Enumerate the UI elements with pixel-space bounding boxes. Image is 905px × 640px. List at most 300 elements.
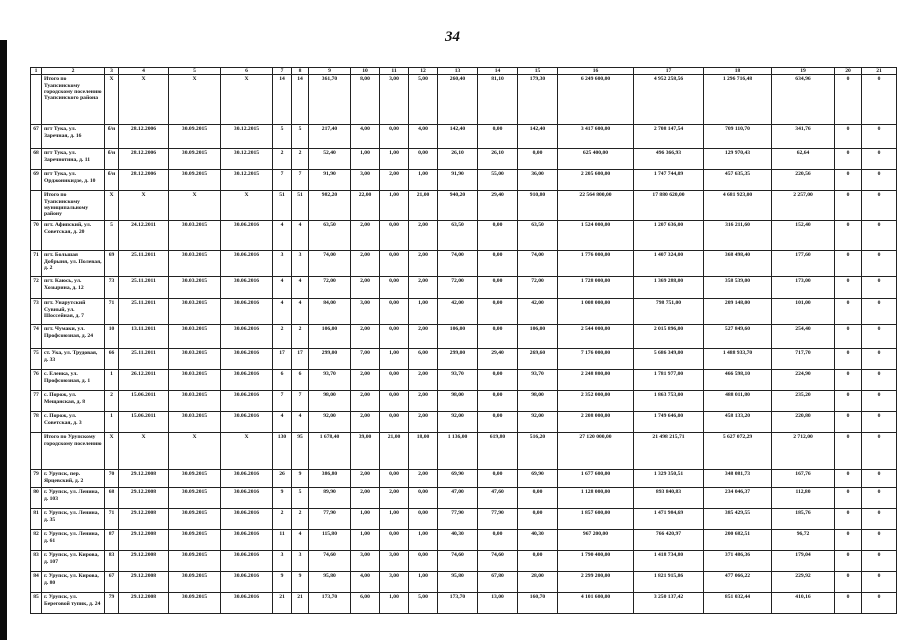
column-number: 2 — [42, 68, 105, 75]
table-cell: 79 — [105, 593, 119, 614]
table-cell: 91,90 — [309, 170, 351, 191]
table-cell: 368 498,40 — [704, 251, 772, 277]
table-cell: 63,50 — [309, 221, 351, 251]
table-cell: 5,00 — [409, 75, 438, 125]
table-cell: 30.03.2015 — [169, 299, 221, 325]
table-cell: 2 299 200,00 — [558, 572, 634, 593]
table-cell: 798 751,00 — [634, 299, 704, 325]
table-cell: 93,70 — [438, 370, 478, 391]
table-cell: 73 — [31, 299, 42, 325]
table-cell: 25.11.2011 — [119, 277, 169, 299]
column-number: 19 — [772, 68, 835, 75]
table-cell: 4 — [273, 277, 292, 299]
table-cell: 6 — [292, 370, 309, 391]
table-cell: 83 — [31, 551, 42, 572]
table-cell: 2 — [292, 509, 309, 530]
address-cell: пгт Тука, ул. Заречная, д. 16 — [42, 125, 105, 149]
table-cell: 30.03.2015 — [169, 325, 221, 349]
table-cell: 2,00 — [409, 251, 438, 277]
table-row — [31, 412, 897, 433]
table-cell: 2,00 — [351, 370, 380, 391]
table-cell: 1 776 000,00 — [558, 251, 634, 277]
table-cell: 130 — [273, 433, 292, 470]
table-cell: 634,96 — [772, 75, 835, 125]
column-number: 1 — [31, 68, 42, 75]
table-cell: 358 539,00 — [704, 277, 772, 299]
table-cell: 93,70 — [518, 370, 558, 391]
table-cell: 21 — [273, 593, 292, 614]
table-cell: 1,00 — [380, 349, 409, 370]
table-row — [31, 370, 897, 391]
table-cell: X — [119, 433, 169, 470]
table-cell: 0 — [835, 170, 862, 191]
table-cell: 940,20 — [438, 191, 478, 221]
table-cell: 13,00 — [478, 593, 518, 614]
table-cell: 30.09.2015 — [169, 551, 221, 572]
table-cell: 2 015 896,00 — [634, 325, 704, 349]
table-cell: 72,00 — [518, 277, 558, 299]
table-cell: 66 — [105, 349, 119, 370]
table-cell: 74 — [31, 325, 42, 349]
table-cell: 224,90 — [772, 370, 835, 391]
table-row — [31, 391, 897, 412]
table-cell: 77,90 — [309, 509, 351, 530]
column-number: 17 — [634, 68, 704, 75]
table-cell: X — [119, 75, 169, 125]
table-cell: 466 598,10 — [704, 370, 772, 391]
table-cell: 29.12.2008 — [119, 470, 169, 488]
table-cell: 4 — [292, 412, 309, 433]
table-cell: 1,00 — [380, 593, 409, 614]
table-cell: 21 — [292, 593, 309, 614]
table-cell: 30.06.2016 — [221, 299, 273, 325]
subtotal-row — [31, 75, 897, 125]
table-cell: 92,00 — [309, 412, 351, 433]
table-cell: 30.06.2016 — [221, 221, 273, 251]
table-cell: 26.12.2011 — [119, 370, 169, 391]
table-cell: 709 110,70 — [704, 125, 772, 149]
table-cell: 112,80 — [772, 488, 835, 509]
table-cell: 77,90 — [438, 509, 478, 530]
table-cell: 0,00 — [478, 125, 518, 149]
table-cell: 7 — [292, 170, 309, 191]
table-cell: 5 686 349,00 — [634, 349, 704, 370]
table-cell: 619,80 — [478, 433, 518, 470]
table-cell: 30.09.2015 — [169, 488, 221, 509]
table-cell: 0 — [835, 349, 862, 370]
table-cell: 0,00 — [478, 325, 518, 349]
table-cell: 106,00 — [518, 325, 558, 349]
table-cell: 3,00 — [351, 551, 380, 572]
table-cell: 69 — [105, 251, 119, 277]
table-cell: 0 — [835, 370, 862, 391]
table-cell: 2,00 — [351, 488, 380, 509]
column-number: 15 — [518, 68, 558, 75]
table-cell: 0 — [862, 391, 897, 412]
table-cell: 0,00 — [409, 488, 438, 509]
table-cell: 0 — [835, 593, 862, 614]
table-cell: 71 — [31, 251, 42, 277]
table-cell: 0 — [862, 370, 897, 391]
table-cell: 269,60 — [518, 349, 558, 370]
table-cell: 0 — [862, 170, 897, 191]
address-cell: г. Урупск, ул. Береговой тупик, д. 24 — [42, 593, 105, 614]
table-cell: 42,00 — [518, 299, 558, 325]
address-cell: г. Урупск, пер. Ярцевский, д. 2 — [42, 470, 105, 488]
column-number: 10 — [351, 68, 380, 75]
table-cell: 0 — [835, 75, 862, 125]
column-number: 3 — [105, 68, 119, 75]
column-number: 16 — [558, 68, 634, 75]
table-cell: 52,40 — [309, 149, 351, 170]
table-cell: 28.12.2006 — [119, 149, 169, 170]
column-number: 14 — [478, 68, 518, 75]
table-cell: 51 — [292, 191, 309, 221]
table-cell: 179,04 — [772, 551, 835, 572]
table-cell: 9 — [292, 470, 309, 488]
table-cell: 4,00 — [351, 572, 380, 593]
address-cell: пгт. Большая Добрыня, ул. Полевая, д. 2 — [42, 251, 105, 277]
table-cell: 67 — [31, 125, 42, 149]
table-cell: 173,00 — [772, 277, 835, 299]
table-cell: 1 678,40 — [309, 433, 351, 470]
table-cell: 625 400,00 — [558, 149, 634, 170]
table-cell: 25.11.2011 — [119, 349, 169, 370]
table-cell: 0 — [862, 191, 897, 221]
subtotal-row — [31, 191, 897, 221]
table-cell: 30.03.2015 — [169, 277, 221, 299]
table-cell: 185,76 — [772, 509, 835, 530]
table-cell: 2,00 — [409, 470, 438, 488]
table-cell: 84 — [31, 572, 42, 593]
table-cell: 84,00 — [309, 299, 351, 325]
table-cell: 30.06.2016 — [221, 412, 273, 433]
table-cell: 9 — [273, 488, 292, 509]
table-cell: 25.11.2011 — [119, 299, 169, 325]
table-cell: 1 — [105, 370, 119, 391]
table-cell: 129 970,43 — [704, 149, 772, 170]
subtotal-row — [31, 433, 897, 470]
table-cell: 0,00 — [380, 125, 409, 149]
table-row — [31, 530, 897, 551]
table-cell: 28.12.2006 — [119, 170, 169, 191]
table-cell: 5 627 072,29 — [704, 433, 772, 470]
table-cell: 0 — [862, 488, 897, 509]
table-cell: 2 — [292, 325, 309, 349]
table-cell: 5 — [273, 125, 292, 149]
address-cell: пгт. Афипский, ул. Советская, д. 20 — [42, 221, 105, 251]
table-cell: 0 — [835, 277, 862, 299]
table-cell: 5,00 — [409, 593, 438, 614]
table-cell: 0 — [835, 125, 862, 149]
table-cell: 78 — [31, 412, 42, 433]
table-cell: 82 — [31, 530, 42, 551]
table-cell: 68 — [105, 488, 119, 509]
table-cell: 29.12.2008 — [119, 593, 169, 614]
table-cell: 152,40 — [772, 221, 835, 251]
table-cell: 0 — [835, 251, 862, 277]
table-cell: 299,00 — [438, 349, 478, 370]
table-cell: 30.09.2015 — [169, 170, 221, 191]
table-row — [31, 125, 897, 149]
table-cell: 30.03.2015 — [169, 412, 221, 433]
table-cell: 39,00 — [351, 433, 380, 470]
table-cell: 1,00 — [351, 149, 380, 170]
table-cell: 160,70 — [518, 593, 558, 614]
table-cell: 3,00 — [351, 170, 380, 191]
address-cell: с. Еленка, ул. Профсоюзная, д. 1 — [42, 370, 105, 391]
table-cell: X — [169, 433, 221, 470]
table-cell: 25.11.2011 — [119, 251, 169, 277]
table-row — [31, 488, 897, 509]
column-number: 21 — [862, 68, 897, 75]
table-cell: 68 — [31, 149, 42, 170]
table-cell: 67 — [105, 572, 119, 593]
table-cell: 0 — [835, 509, 862, 530]
table-cell: 2 — [273, 149, 292, 170]
table-cell: 95 — [292, 433, 309, 470]
table-row — [31, 593, 897, 614]
address-cell: г. Урупск, ул. Ленина, д. 103 — [42, 488, 105, 509]
table-cell: 74,60 — [478, 551, 518, 572]
table-cell: 11 — [273, 530, 292, 551]
table-cell: 4 — [273, 412, 292, 433]
table-cell: 30.06.2016 — [221, 325, 273, 349]
table-cell: 30.12.2015 — [221, 170, 273, 191]
table-cell: 1 136,00 — [438, 433, 478, 470]
address-cell: с. Порож, ул. Мещанская, д. 8 — [42, 391, 105, 412]
table-cell: 2,00 — [351, 391, 380, 412]
table-cell: 1 329 350,51 — [634, 470, 704, 488]
table-cell: 30.03.2015 — [169, 370, 221, 391]
table-cell: 0 — [862, 325, 897, 349]
table-row — [31, 572, 897, 593]
table-cell: 4 101 600,00 — [558, 593, 634, 614]
table-cell: 22 564 800,00 — [558, 191, 634, 221]
table-cell: 0 — [862, 593, 897, 614]
table-cell: 7,00 — [351, 349, 380, 370]
table-cell: 1 749 646,00 — [634, 412, 704, 433]
table-cell: 69,90 — [518, 470, 558, 488]
table-cell — [31, 191, 42, 221]
table-cell: 5 — [292, 125, 309, 149]
table-cell: 30.12.2015 — [221, 125, 273, 149]
table-cell: 527 849,60 — [704, 325, 772, 349]
table-cell: 28.12.2006 — [119, 125, 169, 149]
table-cell: 30.09.2015 — [169, 149, 221, 170]
table-cell: 851 032,44 — [704, 593, 772, 614]
table-cell: 2 257,00 — [772, 191, 835, 221]
table-cell: 30.09.2015 — [169, 125, 221, 149]
table-cell: 2,00 — [409, 370, 438, 391]
address-cell: г. Урупск, ул. Ленина, д. 61 — [42, 530, 105, 551]
table-cell: 74,60 — [309, 551, 351, 572]
table-cell: 1 790 400,00 — [558, 551, 634, 572]
address-cell: ст. Ука, ул. Трудовая, д. 33 — [42, 349, 105, 370]
table-cell: 1 728 000,00 — [558, 277, 634, 299]
table-cell: 2 712,00 — [772, 433, 835, 470]
table-cell: 29.12.2008 — [119, 488, 169, 509]
table-cell: 488 011,80 — [704, 391, 772, 412]
table-cell: 42,00 — [438, 299, 478, 325]
table-row — [31, 149, 897, 170]
table-cell: 21,00 — [409, 191, 438, 221]
table-cell: 29.12.2008 — [119, 509, 169, 530]
table-cell: 1 781 977,00 — [634, 370, 704, 391]
table-cell: б/н — [105, 149, 119, 170]
table-cell: 0,00 — [380, 251, 409, 277]
table-cell: 7 — [273, 391, 292, 412]
table-cell: 2,00 — [409, 277, 438, 299]
table-cell: 28,00 — [518, 572, 558, 593]
address-cell: пгт. Чумаки, ул. Профсоюзная, д. 24 — [42, 325, 105, 349]
table-cell: 220,80 — [772, 412, 835, 433]
table-cell: 63,50 — [518, 221, 558, 251]
table-cell: 2 — [292, 149, 309, 170]
table-cell: 74,00 — [438, 251, 478, 277]
address-cell: пгт. Каюсь, ул. Хозырина, д. 12 — [42, 277, 105, 299]
table-cell: 0,00 — [518, 488, 558, 509]
table-cell: 234 046,37 — [704, 488, 772, 509]
table-cell: 3,00 — [380, 551, 409, 572]
table-cell: 2,00 — [409, 412, 438, 433]
table-cell: 982,20 — [309, 191, 351, 221]
table-cell: 516,20 — [518, 433, 558, 470]
table-cell: 0,00 — [478, 277, 518, 299]
table-cell: 410,16 — [772, 593, 835, 614]
table-cell: 4 — [292, 530, 309, 551]
table-cell: 2 — [273, 509, 292, 530]
address-cell: г. Урупск, ул. Кирова, д. 80 — [42, 572, 105, 593]
table-cell: 1,00 — [380, 191, 409, 221]
table-cell: 717,70 — [772, 349, 835, 370]
table-row — [31, 551, 897, 572]
table-cell: 0,00 — [380, 370, 409, 391]
table-cell: 47,60 — [478, 488, 518, 509]
table-cell: X — [105, 191, 119, 221]
table-cell: 47,00 — [438, 488, 478, 509]
table-cell: 24.12.2011 — [119, 221, 169, 251]
table-cell: 1,00 — [351, 530, 380, 551]
table-cell: 0,00 — [518, 509, 558, 530]
table-cell: 30.09.2015 — [169, 470, 221, 488]
table-cell: 21 498 215,71 — [634, 433, 704, 470]
table-cell: 1 418 734,80 — [634, 551, 704, 572]
register-body — [31, 68, 897, 614]
table-cell: б/н — [105, 125, 119, 149]
table-cell: 2,00 — [351, 251, 380, 277]
table-cell: 74,00 — [309, 251, 351, 277]
table-cell: 4 681 923,00 — [704, 191, 772, 221]
table-cell: 0,00 — [478, 221, 518, 251]
table-cell: 385 429,55 — [704, 509, 772, 530]
table-cell: 30.06.2016 — [221, 551, 273, 572]
table-cell: 2 205 600,00 — [558, 170, 634, 191]
table-cell: 1,00 — [409, 170, 438, 191]
table-cell: 2,00 — [409, 391, 438, 412]
table-cell: 0 — [862, 572, 897, 593]
table-cell: 200 682,51 — [704, 530, 772, 551]
table-cell: 766 420,97 — [634, 530, 704, 551]
table-row — [31, 221, 897, 251]
table-cell: 21,00 — [380, 433, 409, 470]
table-cell: 83 — [105, 551, 119, 572]
table-cell: 2 708 147,54 — [634, 125, 704, 149]
table-cell: 30.03.2015 — [169, 391, 221, 412]
table-cell: 0 — [862, 75, 897, 125]
table-cell: 893 840,83 — [634, 488, 704, 509]
table-cell: 77,90 — [478, 509, 518, 530]
table-cell: 9 — [273, 572, 292, 593]
table-cell: 85 — [31, 593, 42, 614]
page-number: 34 — [445, 29, 460, 45]
table-cell: 14 — [292, 75, 309, 125]
table-cell: 2,00 — [380, 488, 409, 509]
table-cell: 30.06.2016 — [221, 530, 273, 551]
table-cell: 5 — [105, 221, 119, 251]
table-cell: 30.06.2016 — [221, 488, 273, 509]
table-cell: 0 — [862, 221, 897, 251]
table-cell: 299,00 — [309, 349, 351, 370]
table-cell: 30.06.2016 — [221, 251, 273, 277]
table-cell: 0 — [835, 325, 862, 349]
table-cell: 71 — [105, 509, 119, 530]
table-cell: 0,00 — [380, 470, 409, 488]
table-cell: 5 — [292, 488, 309, 509]
table-cell: 95,80 — [309, 572, 351, 593]
table-cell: 1 128 000,00 — [558, 488, 634, 509]
table-cell: 79 — [31, 470, 42, 488]
table-cell: 0,00 — [478, 470, 518, 488]
table-cell: 1 — [105, 412, 119, 433]
table-cell: X — [221, 191, 273, 221]
table-cell: 0,00 — [380, 530, 409, 551]
table-cell: 0 — [862, 299, 897, 325]
address-cell: пгт. Унарутский Сувный, ул. Шоссейная, д. 7 — [42, 299, 105, 325]
table-cell: 30.06.2016 — [221, 470, 273, 488]
table-cell: 17 880 620,00 — [634, 191, 704, 221]
table-cell: 30.06.2016 — [221, 593, 273, 614]
column-number: 12 — [409, 68, 438, 75]
table-cell: X — [221, 433, 273, 470]
table-cell: 1 488 933,70 — [704, 349, 772, 370]
table-cell: 13.11.2011 — [119, 325, 169, 349]
table-cell: 0 — [862, 349, 897, 370]
table-cell: 0,00 — [478, 370, 518, 391]
table-cell: 2,00 — [409, 221, 438, 251]
table-cell: 173,70 — [309, 593, 351, 614]
table-cell: 4 — [273, 299, 292, 325]
table-cell: 89,90 — [309, 488, 351, 509]
table-cell: 477 066,22 — [704, 572, 772, 593]
table-cell: 0,00 — [478, 530, 518, 551]
table-cell: 75 — [31, 349, 42, 370]
table-cell: 2 — [273, 325, 292, 349]
table-cell: 15.06.2011 — [119, 391, 169, 412]
table-cell: 1,00 — [409, 299, 438, 325]
table-cell: 0 — [835, 191, 862, 221]
column-number: 9 — [309, 68, 351, 75]
table-cell: 30.09.2015 — [169, 572, 221, 593]
table-cell: 29,40 — [478, 349, 518, 370]
table-cell: 0,00 — [478, 391, 518, 412]
address-cell: с. Порож, ул. Советская, д. 3 — [42, 412, 105, 433]
column-number: 20 — [835, 68, 862, 75]
column-number: 4 — [119, 68, 169, 75]
table-cell: 30.06.2016 — [221, 391, 273, 412]
table-cell: 96,72 — [772, 530, 835, 551]
column-number: 13 — [438, 68, 478, 75]
